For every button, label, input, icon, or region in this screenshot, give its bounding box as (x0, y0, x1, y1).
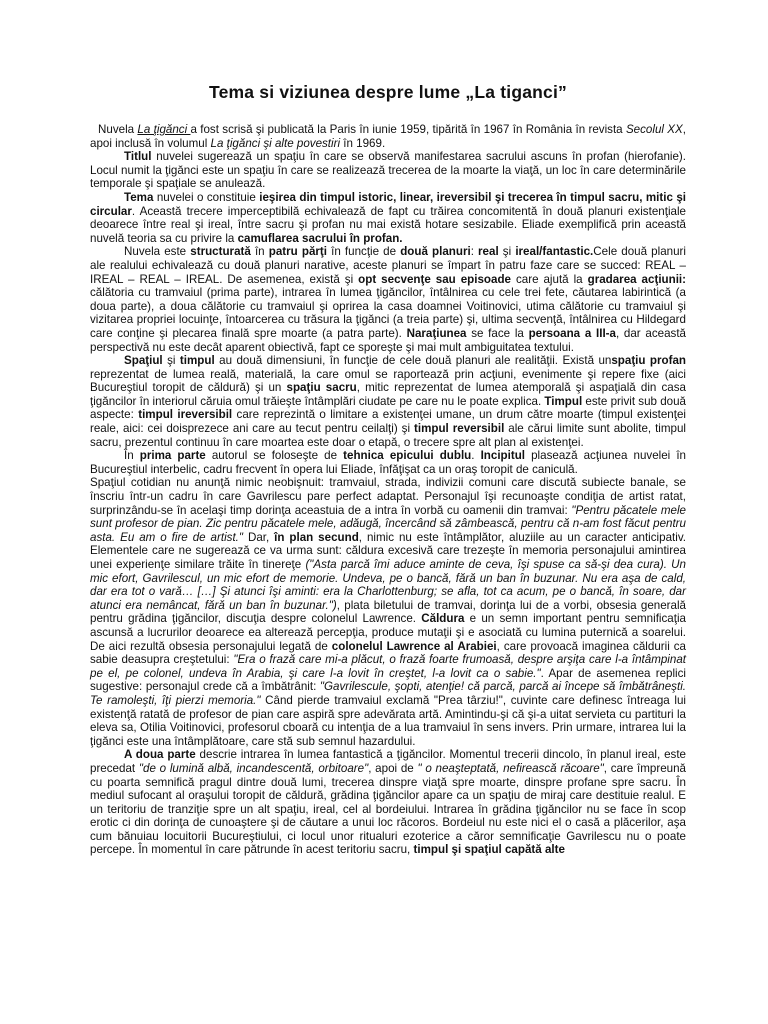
text-run: timpul şi spaţiul capătă alte (413, 843, 565, 857)
text-run: a fost scrisă şi publicată la Paris în iunie 1959, tipărită în 1967 în România în revista (190, 123, 626, 136)
text-run: Dar, (243, 530, 275, 544)
text-run: nuvelei sugerează un spaţiu în care se observă manifestarea sacrului ascuns în profan (hierofanie). Locul numit la ţigănci este un spaţiu în care se realizează trecerea de la moarte la viaţă, un loc în care determinările temporale şi spaţiale se anulează. (90, 150, 686, 191)
text-run: , care împreună cu poarta semnifică pragul dintre două lumi, trecerea dinspre viaţă spre moarte, dinspre profane spre sacru. În mediul sufocant al oraşului toropit de căldură, grădina ţigăncilor apare ca un spaţiu de miraj care destituie realul. E un teritoriu de tranziţie spre un alt spaţiu, ireal, cel al bordeiului. Intrarea în grădina ţigăncilor nu se face în scop erotic ci din dorinţa de cunoaştere şi de căutare a unui loc răcoros. Bordeiul nu este nici el o casă a plăcerilor, aşa cum bănuiau locuitorii Bucureştiului, ci locul unor ritualuri ezoterice a căror semnificaţie Gavrilescu nu o poate percepe. În momentul în care pătrunde în acest teritoriu sacru, (90, 761, 687, 857)
text-run: ("Asta parcă îmi aduce aminte de ceva, îşi spuse ca să-şi dea cura). Un mic efort, Gavrilescul, un mic efort de memorie. Undeva, pe o bancă, fără un ban în buzunar. Nu era aşa de cald, dar era tot o vară… […] Şi atunci îşi aminti: era la Charlottenburg; se afla, tot ca acum, pe o bancă, în soare, dar atunci era nemâncat, fără un ban în buzunar.") (90, 558, 686, 612)
paragraph (90, 191, 686, 245)
text-run: Nuvela este (124, 245, 191, 259)
text-run: "Pentru păcatele mele sunt profesor de pian. Zic pentru păcatele mele, adăugă, încercând să zâmbească, pentru că n-am fost făcut pentru asta. Eu am o fire de artist." (90, 503, 686, 544)
text-run: este privit sub două aspecte: (90, 394, 686, 422)
text-run: real (478, 245, 499, 259)
text-run: . Apar de asemenea replici sugestive: personajul crede că a îmbătrânit: (90, 666, 686, 694)
text-run: "Gavrilescule, şopti, atenţie! că parcă, parcă ai începe să îmbătrâneşti. Te ramoleşti, îţi pierzi memoria." (90, 680, 686, 707)
paragraph (90, 245, 686, 354)
text-run: . (471, 449, 481, 463)
text-run: timpul (179, 354, 215, 368)
text-run: gradarea acţiunii: (587, 272, 687, 286)
text-run: în 1969. (340, 136, 386, 150)
text-run: , mitic reprezentat de lumea atemporală şi aspaţială din casa ţigăncilor în interiorul căruia omul trăieşte întâmplări ciudate pe care nu le poate explica. (90, 381, 686, 408)
text-run: e un semn important pentru semnificaţia ascunsă a lucrurilor deoarece ea alterează percepţia, produce mutaţii şi e asociată cu lumina puternică a soarelui. De aici rezultă obsesia personajului legată de (90, 612, 686, 653)
text-run: patru părţi (268, 245, 327, 259)
text-run: Timpul (544, 394, 583, 408)
text-run: , apoi inclusă în volumul (90, 123, 686, 150)
text-run: călătoria cu tramvaiul (prima parte), intrarea în lumea ţigăncilor, întâlnirea cu cele trei fete, căutarea labirintică (a doua parte), a doua călătorie cu tramvaiul şi oprirea la casa doamnei Voitinovici, utima călătorie cu tramvaiul şi vizitarea propriei locuinţe, întoarcerea cu trăsura la ţigănci (a treia parte) şi, ultima secvenţă, întâlnirea cu Hildegard care conţine şi plecarea finală spre moarte (a patra parte). (90, 286, 686, 340)
text-run: Nuvela (98, 123, 138, 136)
text-run: Spaţiul cotidian nu anunţă nimic neobişnuit: tramvaiul, strada, indivizii comuni care discută subiecte banale, se înscriu într-un cadru în care Gavrilescu pare perfect adaptat. Personajul îşi recunoaşte condiţia de artist ratat, surprinzându-se în acelaşi timp dorinţa aceastuia de a intra în vorbă cu oamenii din tramvai: (90, 476, 686, 517)
text-run: care ajută la (510, 272, 588, 286)
text-run: în (250, 245, 269, 259)
text-run: Spaţiul (124, 354, 163, 368)
text-run: ieşirea din timpul istoric, linear, ireversibil şi trecerea în timpul sacru, mitic şi circular (90, 190, 686, 218)
text-run: care reprezintă o limitare a existenţei umane, un drum către moarte (timpul existenţei reale, aici: cei doisprezece ani care au tecut pentru ceilalţi) şi (90, 408, 686, 436)
text-run: două planuri (400, 245, 471, 259)
paragraph (90, 476, 686, 748)
document-title: Tema si viziunea despre lume „La tiganci” (209, 82, 567, 102)
text-run: Tema (124, 190, 154, 204)
paragraph (90, 748, 686, 857)
text-run: La ţigănci şi alte povestiri (210, 136, 341, 150)
text-run: , apoi de (368, 761, 418, 775)
text-run: : (470, 245, 479, 259)
text-run: Incipitul (480, 449, 526, 463)
text-run: şi (498, 245, 516, 259)
text-run: camuflarea sacrului în profan. (237, 231, 403, 245)
text-run: " o neaşteptată, nefirească răcoare" (417, 761, 604, 775)
text-run: ale cărui limite sunt abolite, timpul sacru, prezentul continuu în care moartea este doar o etapă, o trecere spre alt plan al existenţei. (90, 422, 687, 449)
document-body (90, 123, 686, 857)
text-run: şi (162, 354, 180, 368)
text-run: timpul ireversibil (138, 408, 233, 422)
text-run: , dar această perspectivă nu este decât aparent obiectivă, fapt ce sporeşte şi mai mult ambiguitatea textului. (90, 326, 686, 354)
text-run: ireal/fantastic. (515, 245, 594, 259)
text-run: , care provoacă imaginea căldurii ca sabie deasupra creştetului: (90, 639, 686, 667)
text-run: Cele două planuri ale realului echivalează cu două planuri narative, aceste planuri se împart în patru faze care se succed: REAL – IREAL – REAL – IREAL. De asemenea, există şi (90, 245, 686, 286)
text-run: spaţiu sacru (286, 381, 357, 395)
text-run: , plata biletului de tramvai, dorinţa lui de a vorbi, obsesia generală pentru grădina ţigăncilor, discuţia despre colonelul Lawrence. (90, 598, 687, 626)
text-run: Naraţiunea (406, 326, 467, 340)
text-run: autorul se foloseşte de (205, 449, 344, 463)
paragraph (90, 150, 686, 191)
text-run: opt secvenţe sau episoade (358, 272, 511, 286)
text-run: descrie intrarea în lumea fantastică a ţigăncilor. Momentul trecerii dincolo, în planul ireal, este precedat (90, 748, 686, 775)
paragraph (90, 449, 686, 476)
text-run: "de o lumină albă, incandescentă, orbitoare" (138, 761, 369, 775)
text-run: tehnica epicului dublu (343, 449, 472, 463)
text-run: A doua parte (124, 748, 196, 762)
text-run: au două dimensiuni, în funcţie de cele două planuri ale realităţii. Există un (214, 354, 612, 368)
text-run: timpul reversibil (414, 422, 505, 436)
text-run: În (124, 449, 140, 463)
text-run: spaţiu profan (611, 354, 686, 368)
text-run: în plan secund (274, 530, 359, 544)
text-run: La ţigănci (137, 123, 191, 136)
text-run: Căldura (421, 612, 465, 626)
text-run: persoana a III-a (528, 326, 616, 340)
text-run: se face la (466, 326, 529, 340)
text-run: "Era o frază care mi-a plăcut, o frază foarte frumoasă, despre arşiţa care l-a întâmpinat pe el, pe colonel, undeva în Arabia, şi care l-a lovit în creştet, l-a lovit ca o sabie." (90, 653, 686, 680)
text-run: colonelul Lawrence al Arabiei (331, 639, 497, 653)
paragraph (90, 354, 686, 449)
paragraph (90, 123, 686, 150)
text-run: prima parte (139, 449, 206, 463)
text-run: , nimic nu este întâmplător, aluziile au un caracter anticipativ. Elementele care ne sugerează ce va urma sunt: căldura excesivă care trezeşte în memoria personajului amintirea unei experienţe similare trăite în tinereţe (90, 530, 686, 571)
text-run: în funcţie de (326, 245, 401, 259)
text-run: . Această trecere imperceptibilă echivalează de fapt cu trăirea concomitentă în două planuri existenţiale deoarece între real şi ireal, între sacru şi profan nu mai există hotare sesizabile. Eliade exemplifică prin această nuvelă teoria sa cu privire la (90, 204, 686, 245)
text-run: reprezentat de lumea reală, materială, la care omul se raportează prin acţiuni, evenimente şi repere fixe (aici Bucureştiul toropit de căldură) şi un (90, 367, 686, 395)
text-run: Când pierde tramvaiul exclamă "Prea târziu!", cuvinte care definesc întreaga lui existenţă ratată de profesor de pian care aspiră spre adevărata artă. Amintindu-şi că şi-a uitat servieta cu partituri la eleva sa, Otilia Voitinovici, profesorul cboară cu intenţia de a lua tramvaiul în sens invers. Prin urmare, intrarea lui la ţigănci este una întâmplătoare, care stă sub semnul hazardului. (90, 693, 686, 748)
text-run: plasează acţiunea nuvelei în Bucureştiul interbelic, cadru frecvent în opera lui Eliade, înfăţişat ca un oraş toropit de caniculă. (90, 449, 686, 476)
text-run: Secolul XX (625, 123, 683, 136)
text-run: structurată (190, 245, 251, 259)
text-run: nuvelei o constituie (153, 190, 260, 204)
text-run: Titlul (124, 150, 152, 164)
